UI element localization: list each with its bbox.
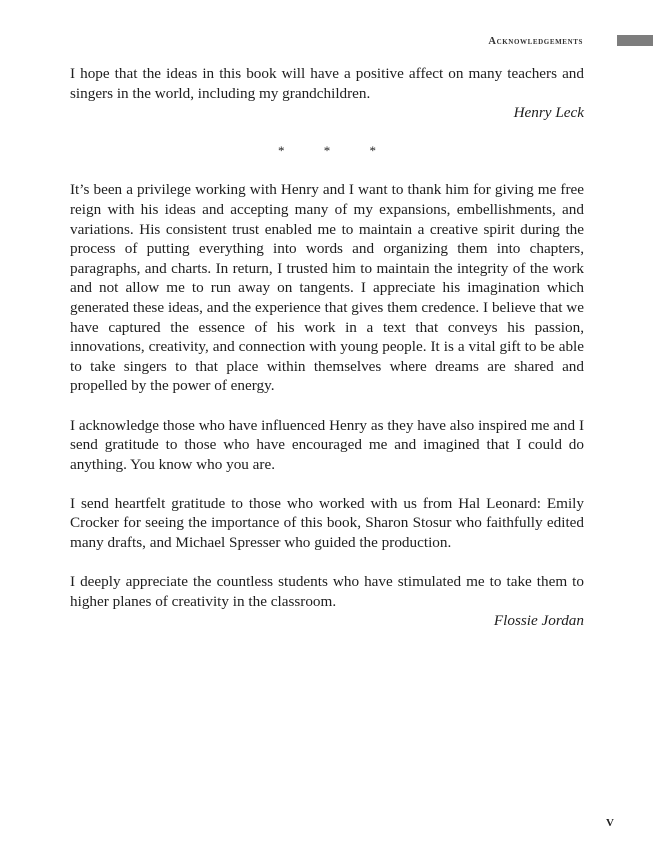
paragraph-privilege: It’s been a privilege working with Henry and I want to thank him for giving me free reign with his ideas and accepting many of my expansions, embellishments, and variations. His consistent trust enabled me to maintain a creative spirit during the process of putting everything into words and organizing them into chapters, paragraphs, and charts. In return, I trusted him to maintain the integrity of the work and not allow me to run away on tangents. I appreciate his imagination which generated these ideas, and the experience that gives them credence. I believe that we have captured the essence of his work in a text that conveys his passion, innovations, creativity, and connection with young people. It is a vital gift to be able to take singers to that place within themselves where dreams are shared and propelled by the power of energy.: [70, 181, 584, 395]
paragraph-leck: I hope that the ideas in this book will have a positive affect on many teachers and singers in the world, including my grandchildren.: [70, 65, 584, 102]
separator-star: *: [278, 142, 285, 158]
section-separator: [70, 141, 584, 161]
paragraph-students: I deeply appreciate the countless students who have stimulated me to take them to higher planes of creativity in the classroom.: [70, 573, 584, 610]
separator-star: *: [323, 142, 331, 158]
separator-star: *: [369, 142, 376, 158]
header-tab-bar: [617, 35, 653, 46]
paragraph-acknowledge: I acknowledge those who have influenced Henry as they have also inspired me and I send gratitude to those who have encouraged me and imagined that I could do anything. You know who you are.: [70, 416, 584, 473]
signature-flossie-jordan: Flossie Jordan: [493, 612, 584, 630]
page-number: v: [606, 814, 614, 830]
page-body: [70, 64, 584, 631]
running-header-title: Acknowledgements: [488, 36, 583, 47]
signature-henry-leck: Henry Leck: [513, 104, 584, 122]
paragraph-hal-leonard: I send heartfelt gratitude to those who worked with us from Hal Leonard: Emily Crocker for seeing the importance of this book, Sharon Stosur who faithfully edited many drafts, and Michael Spresser who guided the production.: [70, 494, 584, 552]
